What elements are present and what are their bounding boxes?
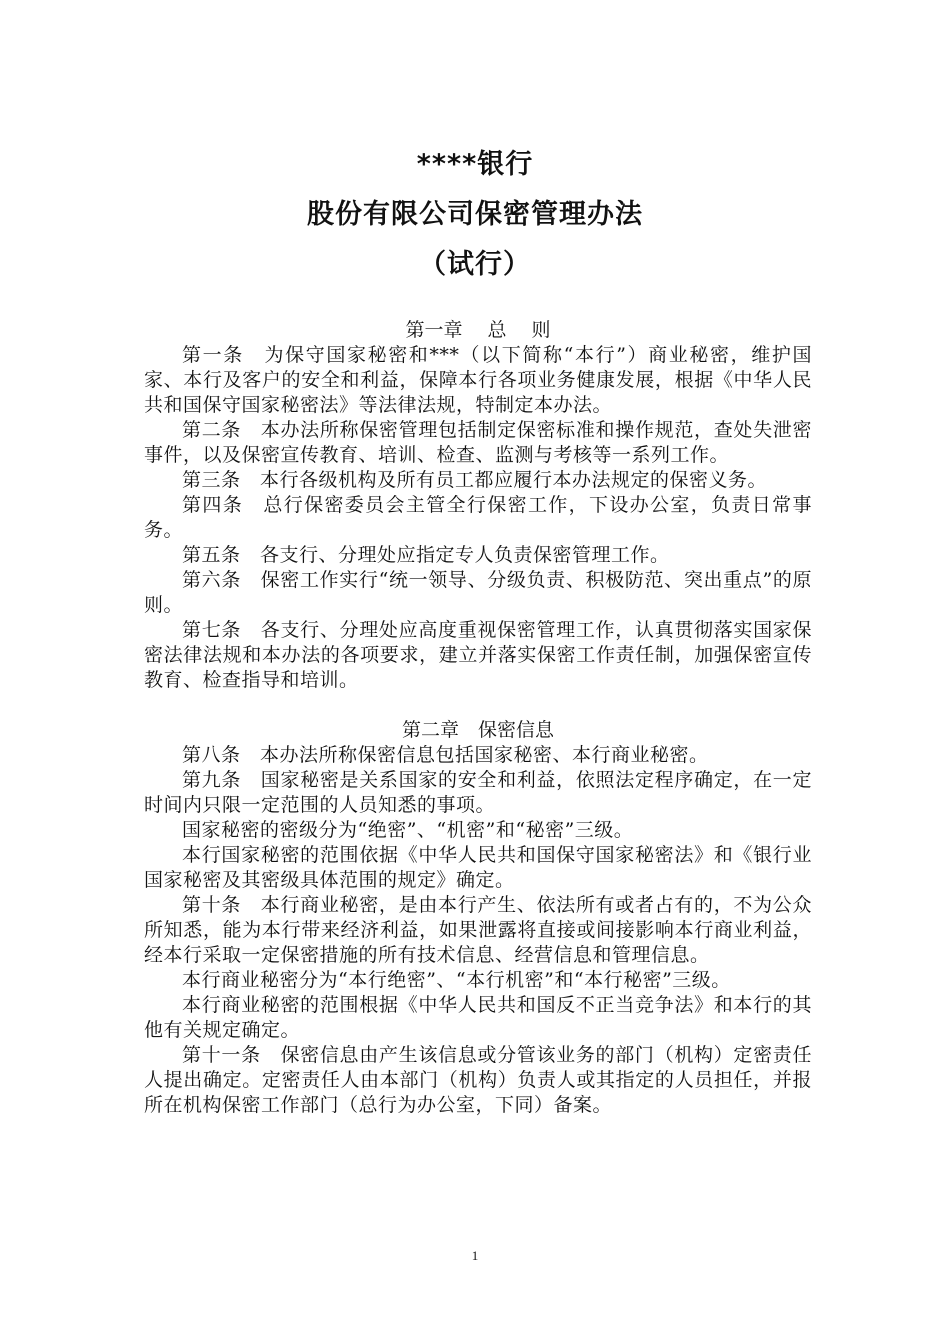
article-label: 第五条	[182, 544, 261, 566]
article-9	[144, 768, 812, 818]
article-3	[144, 468, 812, 493]
title-line-bank: ****银行	[416, 149, 534, 180]
article-text: 保密信息由产生该信息或分管该业务的部门（机构）定密责任人提出确定。定密责任人由本部门（机构）负责人或其指定的人员担任，并报所在机构保密工作部门（总行为办公室，下同）备案。	[144, 1044, 812, 1116]
article-text: 各支行、分理处应指定专人负责保密管理工作。	[260, 544, 670, 566]
article-5	[144, 543, 812, 568]
title-line-trial: （试行）	[419, 249, 531, 280]
article-9-clause-scope	[144, 843, 812, 893]
article-label: 第八条	[182, 744, 261, 766]
article-text: 本行商业秘密的范围根据《中华人民共和国反不正当竞争法》和本行的其他有关规定确定。	[144, 994, 812, 1041]
article-text: 本行各级机构及所有员工都应履行本办法规定的保密义务。	[260, 469, 768, 491]
page-number: 1	[471, 1248, 479, 1263]
article-text: 各支行、分理处应高度重视保密管理工作，认真贯彻落实国家保密法律法规和本办法的各项要求，建立并落实保密工作责任制，加强保密宣传教育、检查指导和培训。	[144, 619, 812, 691]
chapter-1-heading: 第一章 总 则	[405, 319, 551, 341]
article-label: 第九条	[182, 769, 261, 791]
article-label: 第七条	[182, 619, 261, 641]
article-10	[144, 893, 812, 968]
article-label: 第十一条	[182, 1044, 281, 1066]
article-text: 总行保密委员会主管全行保密工作，下设办公室，负责日常事务。	[144, 494, 812, 541]
chapter-2-heading: 第二章 保密信息	[401, 719, 554, 741]
article-text: 本办法所称保密管理包括制定保密标准和操作规范，查处失泄密事件，以及保密宣传教育、培训、检查、监测与考核等一系列工作。	[144, 419, 812, 466]
article-label: 第十条	[182, 894, 261, 916]
article-text: 国家秘密的密级分为“绝密”、“机密”和“秘密”三级。	[182, 819, 634, 841]
article-label: 第四条	[182, 494, 264, 516]
article-text: 本行商业秘密分为“本行绝密”、“本行机密”和“本行秘密”三级。	[182, 969, 731, 991]
article-10-clause-levels	[144, 968, 812, 993]
article-4	[144, 493, 812, 543]
article-label: 第三条	[182, 469, 261, 491]
title-line-regulation: 股份有限公司保密管理办法	[307, 199, 643, 230]
article-text: 本办法所称保密信息包括国家秘密、本行商业秘密。	[260, 744, 709, 766]
article-11	[144, 1043, 812, 1118]
article-2	[144, 418, 812, 468]
article-label: 第一条	[182, 344, 265, 366]
article-text: 本行商业秘密，是由本行产生、依法所有或者占有的，不为公众所知悉，能为本行带来经济利益，如果泄露将直接或间接影响本行商业利益，经本行采取一定保密措施的所有技术信息、经营信息和管理信息。	[144, 894, 812, 966]
article-9-clause-levels	[144, 818, 812, 843]
document-title	[0, 150, 950, 300]
article-10-clause-scope	[144, 993, 812, 1043]
article-label: 第二条	[182, 419, 261, 441]
article-7	[144, 618, 812, 693]
article-text: 本行国家秘密的范围依据《中华人民共和国保守国家秘密法》和《银行业国家秘密及其密级具体范围的规定》确定。	[144, 844, 812, 891]
article-6	[144, 568, 812, 618]
article-text: 国家秘密是关系国家的安全和利益，依照法定程序确定，在一定时间内只限一定范围的人员知悉的事项。	[144, 769, 812, 816]
article-8	[144, 743, 812, 768]
document-body	[144, 318, 812, 1118]
article-1	[144, 343, 812, 418]
article-label: 第六条	[182, 569, 261, 591]
article-text: 为保守国家秘密和***（以下简称“本行”）商业秘密，维护国家、本行及客户的安全和利益，保障本行各项业务健康发展，根据《中华人民共和国保守国家秘密法》等法律法规，特制定本办法。	[144, 344, 812, 416]
article-text: 保密工作实行“统一领导、分级负责、积极防范、突出重点”的原则。	[144, 569, 812, 616]
